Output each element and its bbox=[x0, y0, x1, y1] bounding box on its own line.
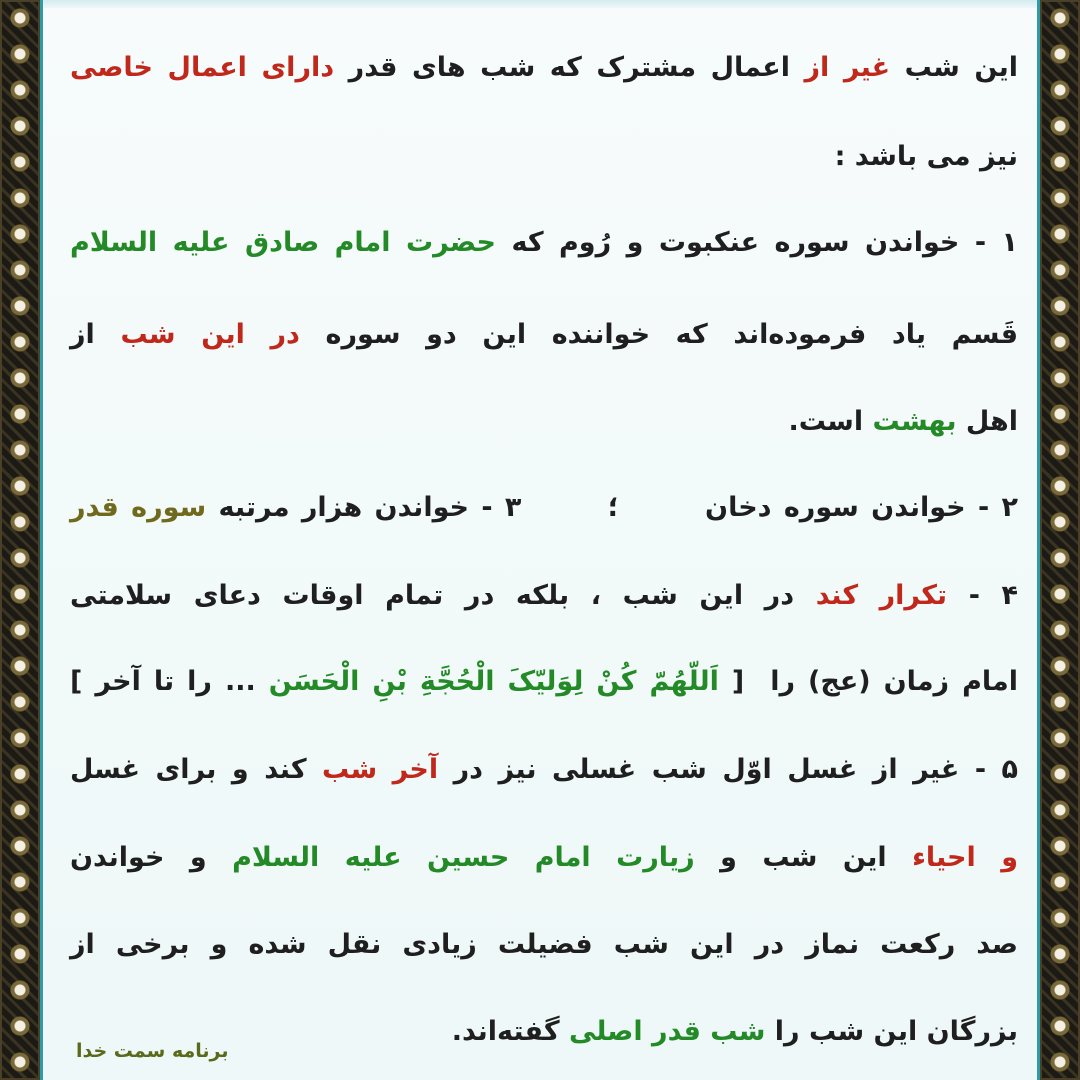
line-9-seg-2: آخر شب bbox=[322, 754, 439, 785]
line-4-seg-3: از bbox=[70, 319, 121, 350]
text-line-2 bbox=[70, 137, 1018, 177]
line-3-seg-1: ۱ - خواندن سوره عنکبوت و رُوم که bbox=[496, 227, 1019, 258]
text-line-11 bbox=[70, 925, 1018, 965]
line-5-seg-2: بهشت bbox=[872, 406, 957, 437]
text-line-4 bbox=[70, 315, 1018, 355]
text-line-6 bbox=[70, 488, 1018, 528]
line-1-seg-3: اعمال مشترک که شب های قدر bbox=[334, 52, 805, 83]
right-accent-line bbox=[1037, 0, 1040, 1080]
line-7-seg-3: در این شب ، بلکه در تمام اوقات دعای سلامتی bbox=[70, 580, 816, 611]
line-1-seg-2: غیر از bbox=[804, 52, 891, 83]
line-4-seg-2: در این شب bbox=[120, 319, 300, 350]
line-7-seg-2: تکرار کند bbox=[815, 580, 948, 611]
text-line-3 bbox=[70, 223, 1018, 263]
line-11-seg-1: صد رکعت نماز در این شب فضیلت زیادی نقل شده و برخی از bbox=[70, 929, 1018, 960]
line-8-seg-3: ... را تا آخر ] bbox=[70, 666, 269, 697]
line-6-seg-1: ۲ - خواندن سوره دخان ؛ ۳ - خواندن هزار مرتبه bbox=[206, 492, 1018, 523]
text-line-7 bbox=[70, 576, 1018, 616]
line-12-seg-2: شب قدر اصلی bbox=[568, 1016, 766, 1047]
text-line-9 bbox=[70, 750, 1018, 790]
line-8-seg-2: اَللّهُمّ کُنْ لِوَلیّکَ الْحُجَّةِ بْنِ الْحَسَن bbox=[268, 666, 719, 697]
left-ornamental-border bbox=[0, 0, 40, 1080]
line-10-seg-4: و خواندن bbox=[70, 842, 233, 873]
line-12-seg-3: گفته‌اند. bbox=[451, 1016, 569, 1047]
line-1-seg-1: این شب bbox=[890, 52, 1019, 83]
line-3-seg-2: حضرت امام صادق علیه السلام bbox=[70, 227, 496, 258]
text-line-1 bbox=[70, 48, 1018, 88]
line-4-seg-1: قَسم یاد فرموده‌اند که خواننده این دو سوره bbox=[299, 319, 1019, 350]
line-10-seg-1: و احیاء bbox=[912, 842, 1018, 873]
line-5-seg-1: اهل bbox=[956, 406, 1018, 437]
line-9-seg-1: ۵ - غیر از غسل اوّل شب غسلی نیز در bbox=[438, 754, 1019, 785]
line-12-seg-1: بزرگان این شب را bbox=[765, 1016, 1018, 1047]
top-frame-edge bbox=[43, 0, 1037, 8]
line-2-seg-1: نیز می باشد : bbox=[834, 141, 1018, 172]
line-8-seg-1: امام زمان (عج) را [ bbox=[718, 666, 1018, 697]
line-5-seg-3: است. bbox=[788, 406, 873, 437]
line-10-seg-3: زیارت امام حسین علیه السلام bbox=[232, 842, 695, 873]
line-9-seg-3: کند و برای غسل bbox=[70, 754, 323, 785]
line-7-seg-1: ۴ - bbox=[947, 580, 1018, 611]
text-line-8 bbox=[70, 662, 1018, 702]
text-line-5 bbox=[70, 402, 1018, 442]
program-credit: برنامه سمت خدا bbox=[76, 1040, 229, 1062]
line-6-seg-2: سوره قدر bbox=[70, 492, 207, 523]
right-ornamental-border bbox=[1040, 0, 1080, 1080]
line-1-seg-4: دارای اعمال خاصی bbox=[70, 52, 335, 83]
line-10-seg-2: این شب و bbox=[694, 842, 913, 873]
text-line-10 bbox=[70, 838, 1018, 878]
